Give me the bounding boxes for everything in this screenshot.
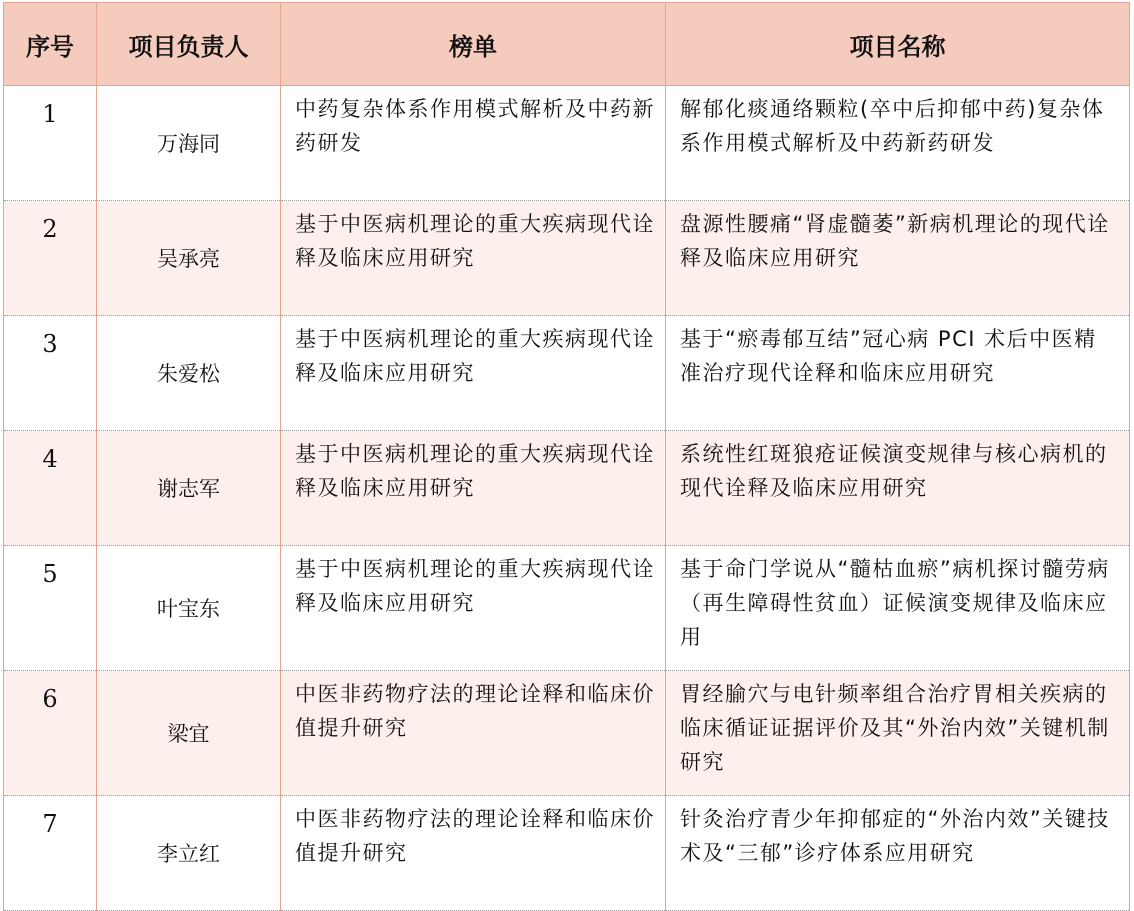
row-seq: 1 [4, 86, 97, 201]
row-leader: 叶宝东 [97, 546, 281, 671]
row-project: 胃经腧穴与电针频率组合治疗胃相关疾病的临床循证证据评价及其“外治内效”关键机制研究 [666, 671, 1130, 796]
row-leader: 梁宜 [97, 671, 281, 796]
row-seq: 4 [4, 431, 97, 546]
row-seq: 7 [4, 796, 97, 911]
header-seq: 序号 [4, 3, 97, 86]
row-list: 中医非药物疗法的理论诠释和临床价值提升研究 [281, 796, 666, 911]
row-leader: 谢志军 [97, 431, 281, 546]
row-seq: 5 [4, 546, 97, 671]
row-project: 解郁化痰通络颗粒(卒中后抑郁中药)复杂体系作用模式解析及中药新药研发 [666, 86, 1130, 201]
row-list: 中药复杂体系作用模式解析及中药新药研发 [281, 86, 666, 201]
row-project: 基于“瘀毒郁互结”冠心病 PCI 术后中医精准治疗现代诠释和临床应用研究 [666, 316, 1130, 431]
row-seq: 3 [4, 316, 97, 431]
table-row [4, 671, 1130, 796]
row-project: 盘源性腰痛“肾虚髓萎”新病机理论的现代诠释及临床应用研究 [666, 201, 1130, 316]
table-row [4, 431, 1130, 546]
row-leader: 李立红 [97, 796, 281, 911]
row-leader: 万海同 [97, 86, 281, 201]
project-table [3, 2, 1130, 911]
row-leader: 吴承亮 [97, 201, 281, 316]
row-list: 中医非药物疗法的理论诠释和临床价值提升研究 [281, 671, 666, 796]
row-list: 基于中医病机理论的重大疾病现代诠释及临床应用研究 [281, 431, 666, 546]
header-leader: 项目负责人 [97, 3, 281, 86]
table-row [4, 316, 1130, 431]
table-row [4, 201, 1130, 316]
table-row [4, 796, 1130, 911]
table-row [4, 546, 1130, 671]
header-list: 榜单 [281, 3, 666, 86]
row-seq: 6 [4, 671, 97, 796]
row-list: 基于中医病机理论的重大疾病现代诠释及临床应用研究 [281, 201, 666, 316]
table-row [4, 86, 1130, 201]
row-seq: 2 [4, 201, 97, 316]
row-project: 系统性红斑狼疮证候演变规律与核心病机的现代诠释及临床应用研究 [666, 431, 1130, 546]
header-project: 项目名称 [666, 3, 1130, 86]
table-header-row [4, 3, 1130, 86]
row-list: 基于中医病机理论的重大疾病现代诠释及临床应用研究 [281, 546, 666, 671]
row-leader: 朱爱松 [97, 316, 281, 431]
row-project: 基于命门学说从“髓枯血瘀”病机探讨髓劳病（再生障碍性贫血）证候演变规律及临床应用 [666, 546, 1130, 671]
row-project: 针灸治疗青少年抑郁症的“外治内效”关键技术及“三郁”诊疗体系应用研究 [666, 796, 1130, 911]
row-list: 基于中医病机理论的重大疾病现代诠释及临床应用研究 [281, 316, 666, 431]
